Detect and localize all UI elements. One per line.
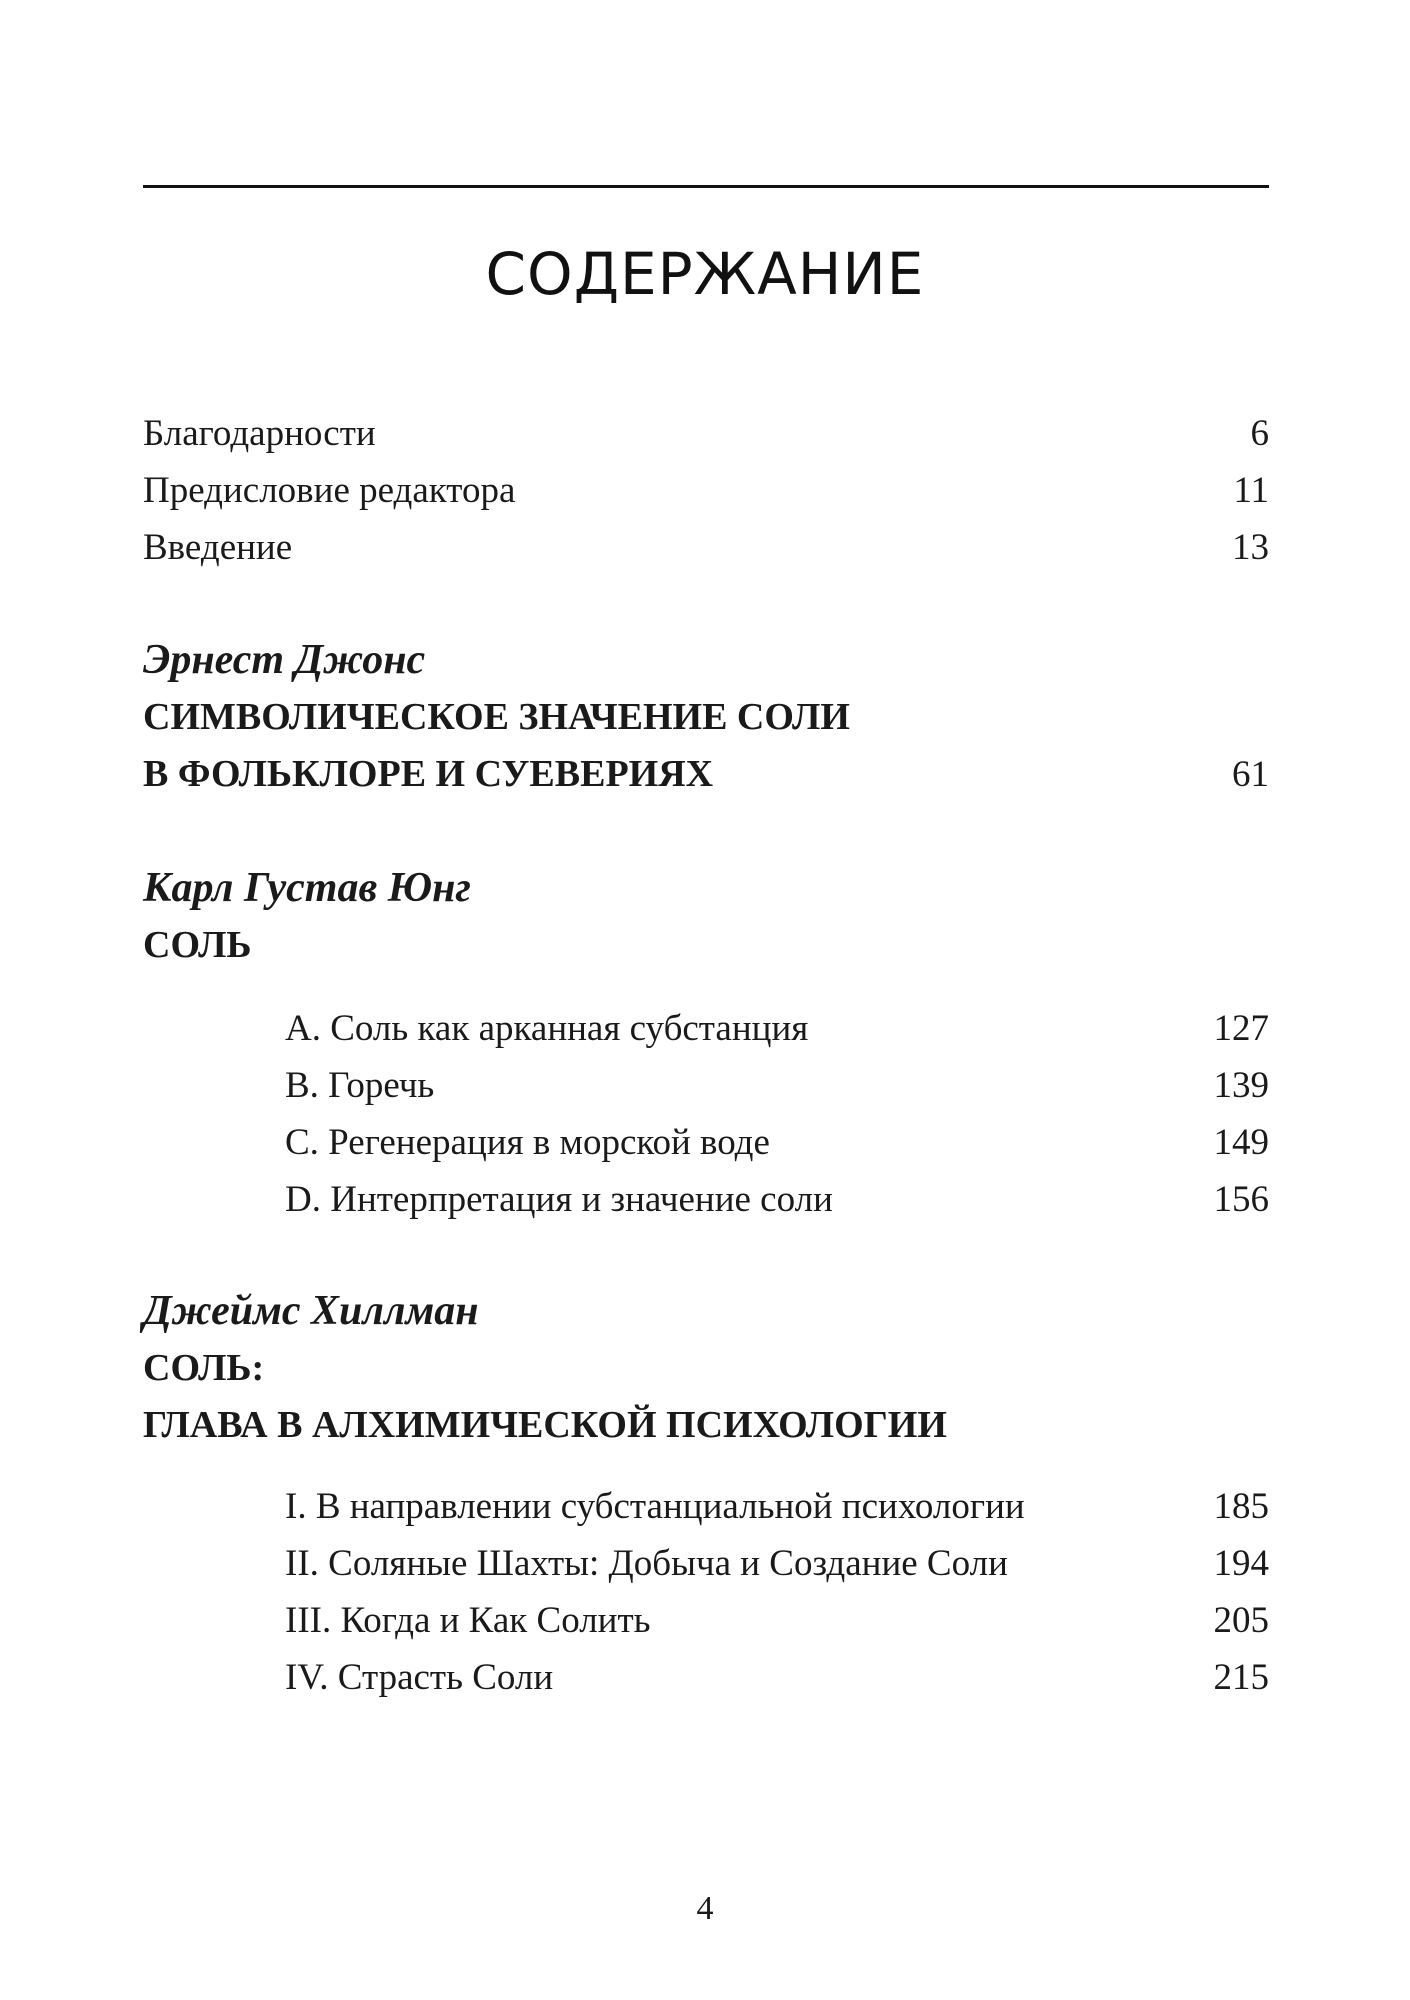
- toc-entry-page: 205: [1213, 1600, 1269, 1641]
- toc-entry-label: Предисловие редактора: [143, 470, 516, 511]
- toc-entry-label: Введение: [143, 527, 293, 568]
- toc-entry-page: 13: [1232, 527, 1269, 568]
- section-author-jung: Карл Густав Юнг: [143, 865, 471, 911]
- toc-entry-page: 61: [1232, 754, 1269, 795]
- section-title-jung: СОЛЬ: [143, 924, 252, 966]
- page-title: СОДЕРЖАНИЕ: [485, 240, 925, 308]
- section-title-jones-line1: СИМВОЛИЧЕСКОЕ ЗНАЧЕНИЕ СОЛИ: [143, 696, 850, 738]
- toc-entry-hillman-3[interactable]: [285, 1592, 1269, 1649]
- toc-entry-page: 149: [1213, 1122, 1269, 1163]
- section-title-text: В ФОЛЬКЛОРЕ И СУЕВЕРИЯХ: [143, 753, 714, 795]
- toc-entry-editor-preface[interactable]: [143, 462, 1269, 519]
- toc-entry-page: 185: [1213, 1486, 1269, 1527]
- page-number: 4: [696, 1890, 714, 1927]
- toc-entry-page: 194: [1213, 1543, 1269, 1584]
- toc-entry-label: IV. Страсть Соли: [285, 1657, 554, 1698]
- toc-entry-page: 139: [1213, 1065, 1269, 1106]
- toc-entry-label: II. Соляные Шахты: Добыча и Создание Соли: [285, 1543, 1008, 1584]
- toc-entry-label: D. Интерпретация и значение соли: [285, 1179, 833, 1220]
- toc-entry-jung-d[interactable]: [285, 1171, 1269, 1228]
- section-title-jones-line2[interactable]: [143, 746, 1269, 803]
- toc-entry-label: A. Соль как арканная субстанция: [285, 1008, 809, 1049]
- toc-entry-jung-b[interactable]: [285, 1057, 1269, 1114]
- toc-entry-hillman-4[interactable]: [285, 1649, 1269, 1706]
- section-title-hillman-line2: ГЛАВА В АЛХИМИЧЕСКОЙ ПСИХОЛОГИИ: [143, 1404, 947, 1446]
- section-author-jones: Эрнест Джонс: [143, 637, 426, 683]
- toc-entry-hillman-1[interactable]: [285, 1478, 1269, 1535]
- toc-entry-page: 6: [1250, 413, 1269, 454]
- toc-entry-page: 11: [1233, 470, 1269, 511]
- toc-entry-acknowledgements[interactable]: [143, 405, 1269, 462]
- toc-entry-jung-a[interactable]: [285, 1000, 1269, 1057]
- toc-entry-label: III. Когда и Как Солить: [285, 1600, 651, 1641]
- toc-entry-label: I. В направлении субстанциальной психологии: [285, 1486, 1025, 1527]
- toc-entry-page: 156: [1213, 1179, 1269, 1220]
- toc-entry-page: 215: [1213, 1657, 1269, 1698]
- toc-entry-label: B. Горечь: [285, 1065, 435, 1106]
- toc-entry-introduction[interactable]: [143, 519, 1269, 576]
- toc-entry-label: Благодарности: [143, 413, 376, 454]
- toc-entry-label: C. Регенерация в морской воде: [285, 1122, 770, 1163]
- toc-entry-page: 127: [1213, 1008, 1269, 1049]
- section-author-hillman: Джеймс Хиллман: [143, 1288, 479, 1334]
- toc-entry-jung-c[interactable]: [285, 1114, 1269, 1171]
- toc-entry-hillman-2[interactable]: [285, 1535, 1269, 1592]
- section-title-hillman-line1: СОЛЬ:: [143, 1347, 265, 1389]
